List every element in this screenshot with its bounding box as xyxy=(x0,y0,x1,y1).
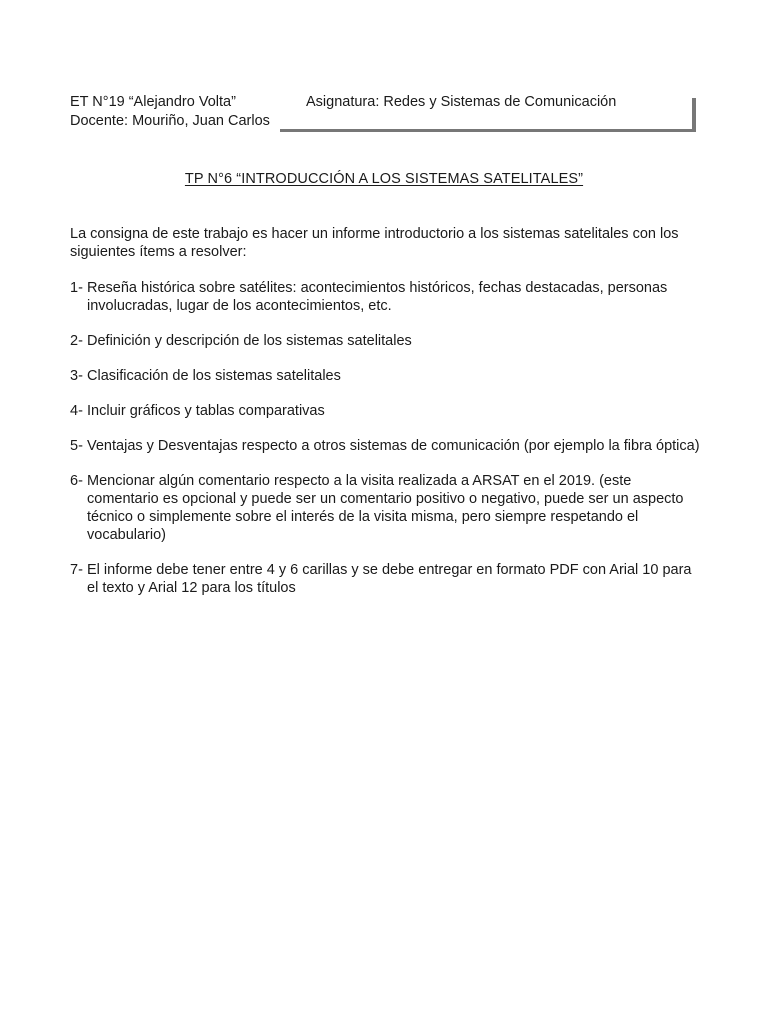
list-item-text: Ventajas y Desventajas respecto a otros sistemas de comunicación (por ejemplo la fibra óptica) xyxy=(87,438,700,454)
list-item xyxy=(70,402,700,420)
list-item-text: Reseña histórica sobre satélites: acontecimientos históricos, fechas destacadas, personas involucradas, lugar de los acontecimientos, etc. xyxy=(87,280,668,314)
list-item-text: Clasificación de los sistemas satelitales xyxy=(87,368,341,384)
list-item-number: 6- xyxy=(70,473,83,489)
list-item-number: 7- xyxy=(70,562,83,578)
document-title-wrapper xyxy=(0,170,768,188)
list-item xyxy=(70,367,700,385)
list-item-text: Incluir gráficos y tablas comparativas xyxy=(87,403,325,419)
task-list xyxy=(70,279,700,614)
document-header xyxy=(70,93,696,131)
subject-name: Asignatura: Redes y Sistemas de Comunicación xyxy=(306,94,617,110)
teacher-name: Docente: Mouriño, Juan Carlos xyxy=(70,113,270,129)
list-item-number: 3- xyxy=(70,368,83,384)
list-item xyxy=(70,472,700,544)
list-item-number: 2- xyxy=(70,333,83,349)
list-item xyxy=(70,279,700,315)
header-bottom-border xyxy=(280,129,696,132)
intro-paragraph: La consigna de este trabajo es hacer un informe introductorio a los sistemas satelitales con los siguientes ítems a resolver: xyxy=(70,226,679,260)
school-name: ET N°19 “Alejandro Volta” xyxy=(70,94,236,110)
list-item xyxy=(70,332,700,350)
list-item xyxy=(70,437,700,455)
list-item-text: Mencionar algún comentario respecto a la visita realizada a ARSAT en el 2019. (este comentario es opcional y puede ser un comentario positivo o negativo, puede ser un aspecto técnico o simplemente sobre el interés de la visita misma, pero siempre respetando el vocabulario) xyxy=(87,473,684,543)
list-item-number: 4- xyxy=(70,403,83,419)
document-title: TP N°6 “INTRODUCCIÓN A LOS SISTEMAS SATELITALES” xyxy=(184,171,584,187)
header-right-border xyxy=(692,98,696,132)
list-item-number: 5- xyxy=(70,438,83,454)
list-item-text: El informe debe tener entre 4 y 6 carillas y se debe entregar en formato PDF con Arial 10 para el texto y Arial 12 para los títulos xyxy=(87,562,692,596)
list-item xyxy=(70,561,700,597)
list-item-number: 1- xyxy=(70,280,83,296)
list-item-text: Definición y descripción de los sistemas satelitales xyxy=(87,333,412,349)
